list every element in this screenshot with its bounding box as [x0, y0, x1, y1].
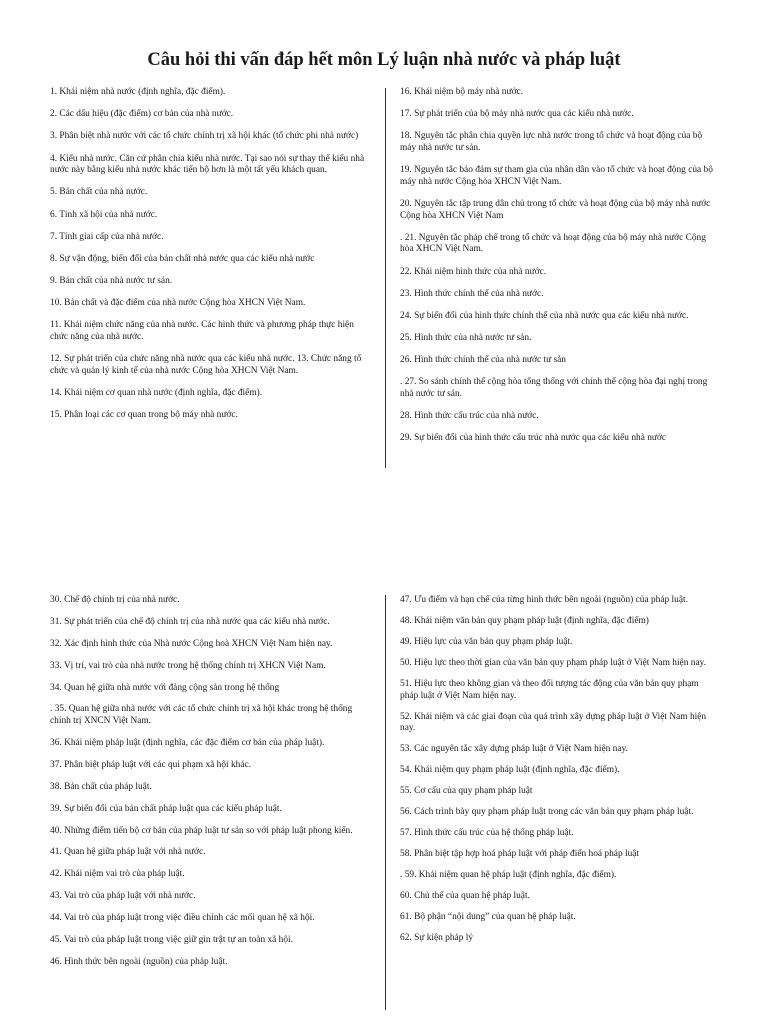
- question-item: 12. Sự phát triển của chức năng nhà nước qua các kiểu nhà nước. 13. Chức năng tổ chức và quản lý kinh tế của nhà nước Cộng hòa XHCN Việt Nam.: [50, 354, 362, 376]
- question-item: 18. Nguyên tắc phân chia quyền lực nhà nước trong tổ chức và hoạt động của bộ máy nhà nước tư sản.: [400, 131, 703, 153]
- question-item: . 59. Khái niệm quan hệ pháp luật (định nghĩa, đặc điểm).: [400, 870, 617, 880]
- question-item: 47. Ưu điểm và hạn chế của từng hình thức bên ngoài (nguồn) của pháp luật.: [400, 595, 688, 605]
- question-item: 14. Khái niệm cơ quan nhà nước (định nghĩa, đặc điểm).: [50, 388, 263, 399]
- question-column-2: [400, 87, 718, 456]
- page-title: Câu hỏi thi vấn đáp hết môn Lý luận nhà nước và pháp luật: [147, 50, 621, 70]
- question-item: 56. Cách trình bày quy phạm pháp luật trong các văn bản quy phạm pháp luật.: [400, 807, 694, 818]
- question-item: . 35. Quan hệ giữa nhà nước với các tổ chức chính trị xã hội khác trong hệ thống chính trị XNCN Việt Nam.: [50, 704, 353, 727]
- question-item: 17. Sự phát triển của bộ máy nhà nước qua các kiểu nhà nước.: [400, 109, 634, 120]
- question-item: 11. Khái niệm chức năng của nhà nước. Các hình thức và phương pháp thực hiện chức năng của nhà nước.: [50, 320, 354, 343]
- question-item: 1. Khái niệm nhà nước (định nghĩa, đặc điểm).: [50, 87, 226, 97]
- question-item: 44. Vai trò của pháp luật trong việc điều chỉnh các mối quan hệ xã hội.: [50, 913, 315, 924]
- question-item: 38. Bản chất của pháp luật.: [50, 781, 152, 792]
- question-item: . 27. So sánh chính thể cộng hòa tổng thống với chính thể cộng hòa đại nghị trong nhà nước tư sản.: [400, 377, 708, 400]
- question-item: 24. Sự biến đổi của hình thức chính thể của nhà nước qua các kiểu nhà nước.: [400, 310, 689, 321]
- question-item: 19. Nguyên tắc bảo đảm sự tham gia của nhân dân vào tổ chức và hoạt động của bộ máy nhà nước Cộng hòa XHCN Việt Nam.: [400, 165, 713, 187]
- question-item: 3. Phân biệt nhà nước với các tổ chức chính trị xã hội khác (tổ chức phi nhà nước): [50, 131, 359, 142]
- question-item: 9. Bản chất của nhà nước tư sản.: [50, 276, 173, 287]
- question-item: 31. Sự phát triển của chế độ chính trị của nhà nước qua các kiểu nhà nước.: [50, 616, 330, 627]
- question-item: 16. Khái niệm bộ máy nhà nước.: [400, 87, 524, 97]
- question-item: 29. Sự biến đổi của hình thức cấu trúc nhà nước qua các kiểu nhà nước: [400, 433, 667, 444]
- question-item: 4. Kiểu nhà nước. Căn cứ phân chia kiểu nhà nước. Tại sao nói sự thay thế kiểu nhà nước này bằng kiểu nhà nước khác tiến bộ hơn là một tất yếu khách quan.: [50, 153, 365, 176]
- question-item: 50. Hiệu lực theo thời gian của văn bản quy phạm pháp luật ở Việt Nam hiện nay.: [400, 657, 707, 668]
- question-item: 58. Phân biệt tập hợp hoá pháp luật với pháp điển hoá pháp luật: [400, 849, 640, 860]
- question-item: 49. Hiệu lực của văn bản quy phạm pháp luật.: [400, 636, 573, 647]
- question-item: 45. Vai trò của pháp luật trong việc giữ gìn trật tự an toàn xã hội.: [50, 934, 294, 945]
- question-item: 2. Các dấu hiệu (đặc điểm) cơ bản của nhà nước.: [50, 109, 234, 120]
- question-item: 51. Hiệu lực theo không gian và theo đối tượng tác động của văn bản quy phạm pháp luật ở Việt Nam hiện nay.: [400, 678, 699, 701]
- question-item: 39. Sự biến đổi của bản chất pháp luật qua các kiểu pháp luật.: [50, 803, 282, 814]
- question-item: 62. Sự kiện pháp lý: [400, 932, 474, 943]
- question-item: 10. Bản chất và đặc điểm của nhà nước Cộng hòa XHCN Việt Nam.: [50, 298, 306, 309]
- question-item: 54. Khái niệm quy phạm pháp luật (định nghĩa, đặc điểm).: [400, 765, 620, 776]
- question-item: 48. Khái niệm văn bản quy phạm pháp luật (định nghĩa, đặc điểm): [400, 615, 649, 626]
- question-item: 30. Chế độ chính trị của nhà nước.: [50, 595, 180, 605]
- column-divider-top: [385, 88, 386, 468]
- question-item: 26. Hình thức chính thể của nhà nước tư sản: [400, 355, 566, 366]
- question-item: . 21. Nguyên tắc pháp chế trong tổ chức và hoạt động của bộ máy nhà nước Cộng hòa XHCN Việt Nam.: [400, 232, 706, 255]
- question-item: 22. Khái niệm hình thức của nhà nước.: [400, 266, 547, 277]
- question-item: 55. Cơ cấu của quy phạm pháp luật: [400, 786, 533, 797]
- question-column-1: [50, 87, 368, 432]
- question-item: 15. Phân loại các cơ quan trong bộ máy nhà nước.: [50, 410, 238, 421]
- question-item: 34. Quan hệ giữa nhà nước với đảng cộng sản trong hệ thống: [50, 682, 280, 693]
- question-item: 57. Hình thức cấu trúc của hệ thống pháp luật.: [400, 828, 574, 839]
- question-item: 23. Hình thức chính thể của nhà nước.: [400, 288, 544, 299]
- question-item: 60. Chủ thể của quan hệ pháp luật.: [400, 890, 530, 901]
- question-item: 46. Hình thức bên ngoài (nguồn) của pháp luật.: [50, 956, 228, 967]
- question-item: 40. Những điểm tiến bộ cơ bản của pháp luật tư sản so với pháp luật phong kiến.: [50, 825, 353, 836]
- question-item: 53. Các nguyên tắc xây dựng pháp luật ở Việt Nam hiện nay.: [400, 744, 628, 755]
- question-item: 42. Khái niệm vai trò của pháp luật.: [50, 869, 185, 880]
- question-item: 5. Bản chất của nhà nước.: [50, 187, 148, 198]
- question-item: 7. Tính giai cấp của nhà nước.: [50, 231, 164, 242]
- question-item: 33. Vị trí, vai trò của nhà nước trong hệ thống chính trị XHCN Việt Nam.: [50, 660, 326, 671]
- question-item: 32. Xác định hình thức của Nhà nước Cộng hoà XHCN Việt Nam hiện nay.: [50, 638, 333, 649]
- question-item: 6. Tính xã hội của nhà nước.: [50, 209, 158, 220]
- question-item: 28. Hình thức cấu trúc của nhà nước.: [400, 411, 539, 422]
- question-item: 20. Nguyên tắc tập trung dân chủ trong tổ chức và hoạt động của bộ máy nhà nước Cộng hòa XHCN Việt Nam: [400, 198, 711, 221]
- question-column-4: [400, 595, 718, 954]
- question-item: 52. Khái niệm và các giai đoạn của quá trình xây dựng pháp luật ở Việt Nam hiện nay.: [400, 711, 707, 734]
- question-item: 25. Hình thức của nhà nước tư sản.: [400, 333, 532, 344]
- question-item: 8. Sự vận động, biến đổi của bản chất nhà nước qua các kiểu nhà nước: [50, 253, 315, 264]
- question-column-3: [50, 595, 368, 979]
- question-item: 36. Khái niệm pháp luật (định nghĩa, các đặc điểm cơ bản của pháp luật).: [50, 737, 325, 748]
- column-divider-bottom: [385, 595, 386, 1010]
- question-item: 61. Bộ phận “nội dung” của quan hệ pháp luật.: [400, 911, 576, 922]
- question-item: 37. Phân biệt pháp luật với các qui phạm xã hội khác.: [50, 759, 251, 770]
- question-item: 43. Vai trò của pháp luật với nhà nước.: [50, 891, 196, 902]
- question-item: 41. Quan hệ giữa pháp luật với nhà nước.: [50, 847, 206, 858]
